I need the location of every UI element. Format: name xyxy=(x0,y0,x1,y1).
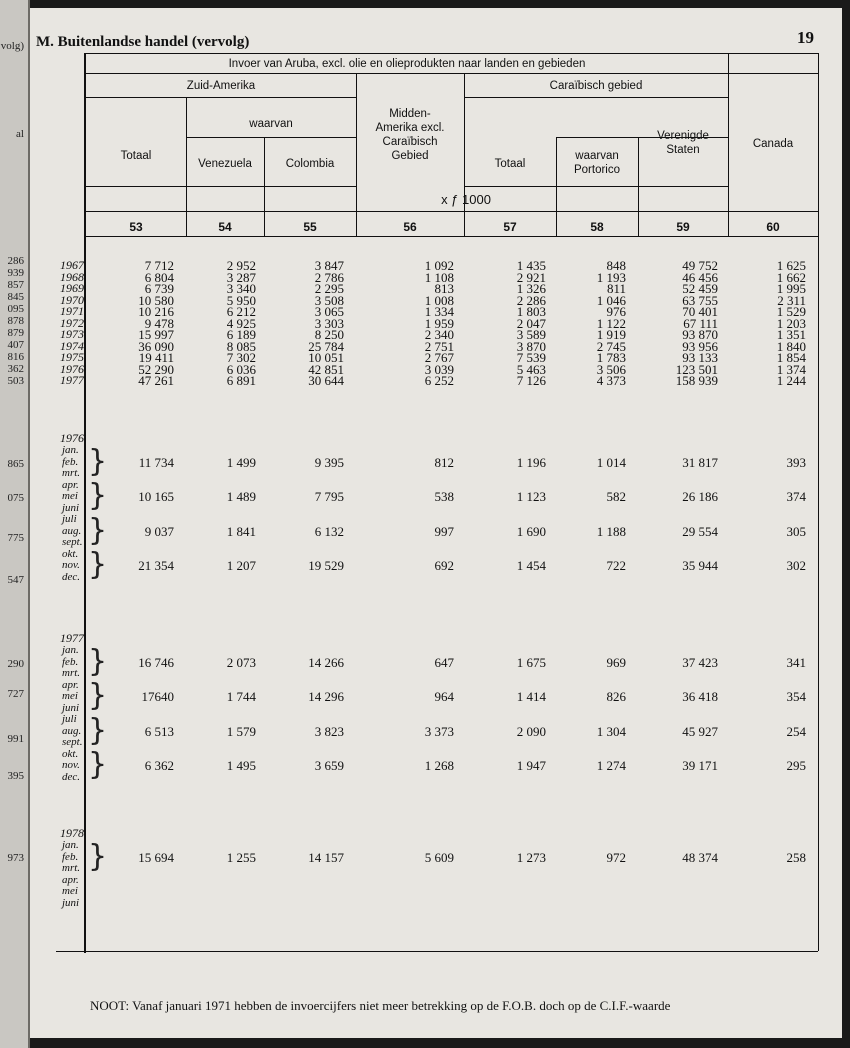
quarter-brace: } xyxy=(88,747,108,782)
table-cell: 354 xyxy=(786,689,806,704)
table-cell: 3 373 xyxy=(424,723,454,739)
table-cell: 254 xyxy=(786,723,806,739)
table-cell: 1 351 xyxy=(776,327,806,342)
edge-text: 991 xyxy=(7,733,24,745)
table-cell: 29 554 xyxy=(682,523,718,539)
month-label: aug. xyxy=(62,724,82,737)
quarter-brace: } xyxy=(88,478,108,513)
table-cell: 52 459 xyxy=(682,281,718,296)
table-cell: 1 675 xyxy=(516,654,546,670)
table-cell: 1 122 xyxy=(596,315,626,331)
table-cell: 997 xyxy=(434,523,454,539)
month-label: juni xyxy=(62,501,80,514)
table-cell: 36 418 xyxy=(682,689,718,704)
row-year: 1976 xyxy=(60,361,84,376)
table-cell: 1 203 xyxy=(776,315,806,331)
edge-text: 095 xyxy=(7,303,24,315)
table-cell: 1 304 xyxy=(596,723,626,739)
header-caraibisch: Caraïbisch gebied xyxy=(549,80,643,92)
table-cell: 1 841 xyxy=(226,523,256,539)
table-cell: 6 513 xyxy=(144,723,174,739)
quarter-brace: } xyxy=(88,512,108,548)
table-cell: 49 752 xyxy=(682,258,718,273)
table-cell: 11 734 xyxy=(138,454,174,470)
table-cell: 813 xyxy=(434,281,454,296)
table-cell: 15 694 xyxy=(138,849,174,865)
table-cell: 2 921 xyxy=(516,269,546,285)
table-cell: 46 456 xyxy=(682,269,718,285)
header-midden-line-3: Caraïbisch xyxy=(382,136,438,148)
header-midden-line-2: Amerika excl. xyxy=(375,122,445,134)
document-page xyxy=(30,8,842,1038)
month-label: feb. xyxy=(62,655,79,668)
rule-carib xyxy=(464,97,728,98)
table-cell: 1 995 xyxy=(776,281,806,296)
table-cell: 30 644 xyxy=(308,373,344,388)
table-cell: 70 401 xyxy=(682,304,718,319)
table-title: Invoer van Aruba, excl. olie en olieprodukten naar landen en gebieden xyxy=(228,58,586,70)
table-cell: 1 783 xyxy=(596,350,626,365)
table-cell: 35 944 xyxy=(682,558,718,573)
table-cell: 647 xyxy=(434,654,454,670)
table-cell: 6 252 xyxy=(424,373,454,388)
header-zuid-amerika: Zuid-Amerika xyxy=(186,80,256,92)
table-cell: 1 008 xyxy=(424,292,454,308)
row-year: 1969 xyxy=(60,281,84,295)
table-cell: 6 804 xyxy=(144,269,174,285)
table-cell: 848 xyxy=(606,258,626,273)
row-year: 1975 xyxy=(60,350,84,364)
table-cell: 6 739 xyxy=(144,281,174,296)
edge-text: 286 xyxy=(7,255,24,267)
header-midden-amerika xyxy=(356,107,464,163)
table-cell: 3 506 xyxy=(596,361,626,377)
table-cell: 19 529 xyxy=(308,558,344,573)
month-label: mei xyxy=(62,490,78,502)
rule-colnum-top xyxy=(86,211,818,212)
table-cell: 93 870 xyxy=(682,327,718,342)
row-year: 1968 xyxy=(60,269,84,284)
month-label: okt. xyxy=(62,747,79,760)
table-cell: 3 589 xyxy=(516,327,546,342)
table-cell: 976 xyxy=(606,304,626,319)
table-cell: 1 046 xyxy=(596,292,626,308)
table-cell: 1 108 xyxy=(424,269,454,285)
table-cell: 1 123 xyxy=(516,489,546,504)
edge-text: 727 xyxy=(7,688,24,700)
edge-text: 857 xyxy=(7,279,24,291)
adjacent-page-edge xyxy=(0,0,30,1048)
table-cell: 4 925 xyxy=(226,315,256,331)
header-colombia: Colombia xyxy=(285,158,335,170)
table-cell: 17640 xyxy=(141,689,174,704)
table-cell: 341 xyxy=(786,654,806,670)
rule-unit-left xyxy=(86,186,356,187)
edge-text: 395 xyxy=(7,770,24,782)
table-cell: 2 745 xyxy=(596,338,626,354)
table-cell: 1 499 xyxy=(226,454,256,470)
table-cell: 6 891 xyxy=(226,373,256,388)
column-number-53: 53 xyxy=(129,220,143,234)
header-portorico xyxy=(556,149,638,177)
table-cell: 37 423 xyxy=(682,654,718,670)
edge-text: 547 xyxy=(7,574,24,586)
table-cell: 6 036 xyxy=(226,361,256,377)
header-venezuela: Venezuela xyxy=(198,158,252,170)
row-year: 1977 xyxy=(60,373,84,387)
table-cell: 9 395 xyxy=(314,454,344,470)
table-cell: 1 435 xyxy=(516,258,546,273)
table-cell: 722 xyxy=(606,558,626,573)
table-cell: 1 959 xyxy=(424,315,454,331)
table-cell: 2 952 xyxy=(226,258,256,273)
table-cell: 8 085 xyxy=(226,338,256,354)
table-cell: 374 xyxy=(786,489,806,504)
table-cell: 1 414 xyxy=(516,689,546,704)
table-cell: 93 956 xyxy=(682,338,718,354)
header-portorico-line-2: Portorico xyxy=(573,164,621,176)
table-cell: 9 478 xyxy=(144,315,174,331)
table-cell: 692 xyxy=(434,558,454,573)
month-label: apr. xyxy=(62,678,79,691)
table-cell: 302 xyxy=(786,558,806,573)
table-cell: 42 851 xyxy=(308,361,344,377)
row-year: 1971 xyxy=(60,304,84,318)
header-midden-line-1: Midden- xyxy=(389,108,431,120)
table-cell: 14 157 xyxy=(308,849,344,865)
table-cell: 1 803 xyxy=(516,304,546,319)
table-cell: 9 037 xyxy=(144,523,174,539)
month-label: feb. xyxy=(62,455,79,468)
table-cell: 7 302 xyxy=(226,350,256,365)
rule-colnum-bottom xyxy=(86,236,818,237)
month-label: sept. xyxy=(62,536,83,548)
edge-text: al xyxy=(16,128,24,140)
table-cell: 5 609 xyxy=(424,849,454,865)
rule-top xyxy=(86,53,818,54)
table-cell: 1 374 xyxy=(776,361,806,377)
quarter-brace: } xyxy=(88,547,108,582)
table-cell: 964 xyxy=(434,689,454,704)
table-cell: 3 508 xyxy=(314,292,344,308)
table-cell: 10 580 xyxy=(138,292,174,308)
table-cell: 4 373 xyxy=(596,373,626,388)
table-cell: 45 927 xyxy=(682,723,718,739)
table-cell: 2 073 xyxy=(226,654,256,670)
table-cell: 393 xyxy=(786,454,806,470)
table-cell: 3 065 xyxy=(314,304,344,319)
month-label: aug. xyxy=(62,524,82,537)
month-label: mei xyxy=(62,885,78,897)
table-cell: 7 712 xyxy=(144,258,174,273)
vrule-right xyxy=(818,53,819,951)
table-cell: 158 939 xyxy=(675,373,718,388)
table-cell: 3 823 xyxy=(314,723,344,739)
block-year: 1977 xyxy=(60,631,84,645)
table-cell: 21 354 xyxy=(138,558,174,573)
table-cell: 1 662 xyxy=(776,269,806,285)
table-cell: 2 751 xyxy=(424,338,454,354)
table-cell: 52 290 xyxy=(138,361,174,377)
edge-text: 939 xyxy=(7,267,24,279)
table-cell: 258 xyxy=(786,849,806,865)
table-cell: 15 997 xyxy=(138,327,174,342)
header-waarvan: waarvan xyxy=(249,118,293,130)
table-cell: 1 255 xyxy=(226,849,256,865)
edge-text: 407 xyxy=(7,339,24,351)
edge-text: 362 xyxy=(7,363,24,375)
table-cell: 1 244 xyxy=(776,373,806,388)
table-cell: 7 539 xyxy=(516,350,546,365)
month-label: juni xyxy=(62,896,80,909)
edge-text: 973 xyxy=(7,852,24,864)
rule-zuid xyxy=(86,97,356,98)
month-label: nov. xyxy=(62,559,80,571)
table-cell: 1 495 xyxy=(226,758,256,773)
header-verenigde-staten xyxy=(638,129,728,157)
column-number-57: 57 xyxy=(503,220,517,234)
quarter-brace: } xyxy=(88,443,108,479)
row-year: 1970 xyxy=(60,292,84,307)
table-cell: 6 212 xyxy=(226,304,256,319)
table-cell: 3 659 xyxy=(314,758,344,773)
table-cell: 305 xyxy=(786,523,806,539)
table-cell: 2 286 xyxy=(516,292,546,308)
header-caraibisch-totaal: Totaal xyxy=(494,158,526,170)
month-label: okt. xyxy=(62,547,79,560)
month-label: nov. xyxy=(62,759,80,771)
month-label: jan. xyxy=(62,839,79,851)
table-cell: 1 840 xyxy=(776,338,806,354)
table-cell: 2 786 xyxy=(314,269,344,285)
table-cell: 3 039 xyxy=(424,361,454,377)
table-cell: 10 216 xyxy=(138,304,174,319)
table-cell: 2 340 xyxy=(424,327,454,342)
table-cell: 31 817 xyxy=(682,454,718,470)
month-label: mrt. xyxy=(62,862,81,874)
row-year: 1972 xyxy=(60,315,84,330)
table-cell: 25 784 xyxy=(308,338,344,354)
table-cell: 48 374 xyxy=(682,849,718,865)
column-number-60: 60 xyxy=(766,220,780,234)
edge-text: 503 xyxy=(7,375,24,387)
table-cell: 67 111 xyxy=(683,315,718,331)
table-cell: 2 311 xyxy=(777,292,806,308)
edge-text: volg) xyxy=(0,40,24,52)
rule-bottom xyxy=(56,951,818,952)
edge-text: 878 xyxy=(7,315,24,327)
block-year: 1978 xyxy=(60,826,84,840)
table-cell: 8 250 xyxy=(314,327,344,342)
month-label: apr. xyxy=(62,478,79,491)
table-cell: 1 690 xyxy=(516,523,546,539)
vrule-2 xyxy=(264,137,265,236)
month-label: mrt. xyxy=(62,467,81,479)
rule-title xyxy=(86,73,818,74)
table-cell: 538 xyxy=(434,489,454,504)
table-cell: 7 795 xyxy=(314,489,344,504)
month-label: apr. xyxy=(62,873,79,886)
month-label: dec. xyxy=(62,570,81,583)
section-title: M. Buitenlandse handel (vervolg) xyxy=(36,34,250,50)
table-cell: 10 051 xyxy=(308,350,344,365)
month-label: sept. xyxy=(62,736,83,748)
table-cell: 295 xyxy=(786,758,806,773)
column-number-55: 55 xyxy=(303,220,317,234)
table-cell: 1 489 xyxy=(226,489,256,504)
table-cell: 3 287 xyxy=(226,269,256,285)
quarter-brace: } xyxy=(88,643,108,679)
table-cell: 1 268 xyxy=(424,758,454,773)
month-label: juni xyxy=(62,701,80,714)
rule-waarvan xyxy=(186,137,356,138)
table-cell: 123 501 xyxy=(675,361,718,377)
table-cell: 6 189 xyxy=(226,327,256,342)
table-cell: 6 132 xyxy=(314,523,344,539)
table-cell: 1 188 xyxy=(596,523,626,539)
table-cell: 1 334 xyxy=(424,304,454,319)
table-cell: 1 529 xyxy=(776,304,806,319)
table-cell: 14 296 xyxy=(308,689,344,704)
vrule-4 xyxy=(464,73,465,236)
row-year: 1973 xyxy=(60,327,84,341)
month-label: juli xyxy=(62,713,77,725)
edge-text: 879 xyxy=(7,327,24,339)
column-number-58: 58 xyxy=(590,220,604,234)
header-midden-line-4: Gebied xyxy=(391,150,429,162)
data-table xyxy=(60,53,818,953)
table-cell: 5 463 xyxy=(516,361,546,377)
table-cell: 3 303 xyxy=(314,315,344,331)
month-label: mrt. xyxy=(62,667,81,679)
table-cell: 3 340 xyxy=(226,281,256,296)
table-cell: 826 xyxy=(606,689,626,704)
table-cell: 812 xyxy=(434,454,454,470)
edge-text: 845 xyxy=(7,291,24,303)
table-cell: 972 xyxy=(606,849,626,865)
edge-text: 816 xyxy=(7,351,24,363)
month-label: jan. xyxy=(62,444,79,456)
header-vs-line-1: Verenigde xyxy=(657,130,709,142)
quarter-brace: } xyxy=(88,678,108,713)
table-cell: 2 047 xyxy=(516,315,546,331)
column-number-54: 54 xyxy=(218,220,232,234)
table-cell: 1 014 xyxy=(596,454,626,470)
table-cell: 1 092 xyxy=(424,258,454,273)
column-number-56: 56 xyxy=(403,220,417,234)
header-portorico-line-1: waarvan xyxy=(575,150,619,162)
table-cell: 10 165 xyxy=(138,489,174,504)
table-cell: 1 274 xyxy=(596,758,626,773)
table-cell: 26 186 xyxy=(682,489,718,504)
table-cell: 6 362 xyxy=(144,758,174,773)
table-cell: 5 950 xyxy=(226,292,256,308)
table-cell: 19 411 xyxy=(138,350,174,365)
table-cell: 1 196 xyxy=(516,454,546,470)
table-cell: 3 870 xyxy=(516,338,546,354)
table-cell: 3 847 xyxy=(314,258,344,273)
rule-unit-right xyxy=(464,186,728,187)
header-vs-line-2: Staten xyxy=(666,144,700,156)
table-cell: 93 133 xyxy=(682,350,718,365)
table-cell: 1 919 xyxy=(596,327,626,342)
table-cell: 582 xyxy=(606,489,626,504)
edge-text: 290 xyxy=(7,658,24,670)
table-cell: 63 755 xyxy=(682,292,718,308)
column-number-59: 59 xyxy=(676,220,690,234)
table-cell: 1 207 xyxy=(226,558,256,573)
edge-text: 865 xyxy=(7,458,24,470)
month-label: dec. xyxy=(62,770,81,783)
row-year: 1967 xyxy=(60,258,84,272)
header-canada: Canada xyxy=(752,138,794,150)
footnote: NOOT: Vanaf januari 1971 hebben de invoercijfers niet meer betrekking op de F.O.B. doch op de C.I.F.-waarde xyxy=(90,998,671,1013)
table-cell: 2 767 xyxy=(424,350,454,365)
table-cell: 7 126 xyxy=(516,373,546,388)
month-label: feb. xyxy=(62,850,79,863)
row-year: 1974 xyxy=(60,338,84,353)
quarter-brace: } xyxy=(88,838,108,874)
table-cell: 1 273 xyxy=(516,849,546,865)
table-cell: 1 854 xyxy=(776,350,806,365)
table-cell: 1 744 xyxy=(226,689,256,704)
table-cell: 16 746 xyxy=(138,654,174,670)
unit-label: x ƒ 1000 xyxy=(441,192,491,207)
page-number: 19 xyxy=(797,28,814,47)
table-cell: 14 266 xyxy=(308,654,344,670)
table-cell: 36 090 xyxy=(138,338,174,354)
table-cell: 1 625 xyxy=(776,258,806,273)
table-cell: 2 090 xyxy=(516,723,546,739)
table-cell: 1 579 xyxy=(226,723,256,739)
table-cell: 811 xyxy=(606,281,626,296)
month-label: jan. xyxy=(62,644,79,656)
table-cell: 1 454 xyxy=(516,558,546,573)
edge-text: 075 xyxy=(7,492,24,504)
header-totaal: Totaal xyxy=(120,150,152,162)
quarter-brace: } xyxy=(88,712,108,748)
table-cell: 47 261 xyxy=(138,373,174,388)
edge-text: 775 xyxy=(7,532,24,544)
table-cell: 39 171 xyxy=(682,758,718,773)
table-cell: 969 xyxy=(606,654,626,670)
month-label: mei xyxy=(62,690,78,702)
table-cell: 1 326 xyxy=(516,281,546,296)
table-cell: 1 193 xyxy=(596,269,626,285)
table-cell: 2 295 xyxy=(314,281,344,296)
block-year: 1976 xyxy=(60,431,84,445)
table-cell: 1 947 xyxy=(516,758,546,773)
month-label: juli xyxy=(62,513,77,525)
